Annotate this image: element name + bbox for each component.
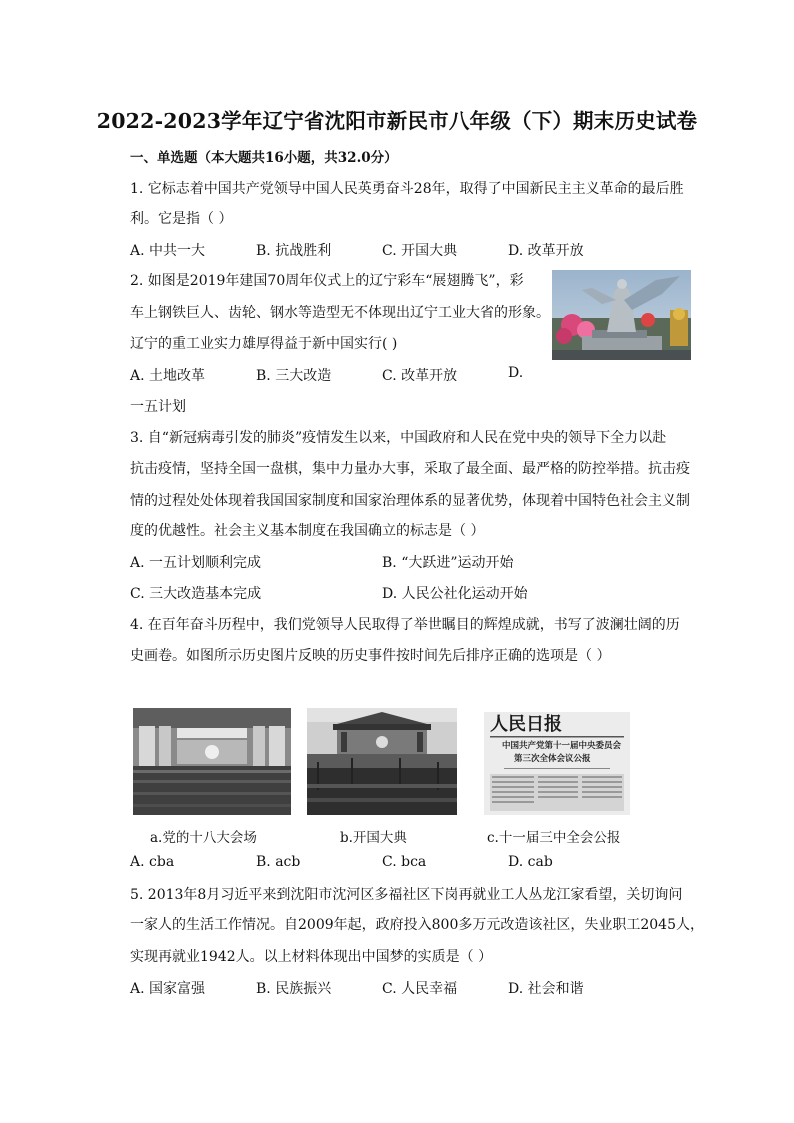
q1-line-1: 1. 它标志着中国共产党领导中国人民英勇奋斗28年，取得了中国新民主主义革命的最后胜 (130, 181, 684, 197)
newspaper-headline-1: 中国共产党第十一届中央委员会 (502, 741, 622, 751)
q4-option-d[interactable]: D. cab (508, 854, 553, 870)
q5-line-1: 5. 2013年8月习近平来到沈阳市沈河区多福社区下岗再就业工人丛龙江家看望，关切询问 (130, 887, 683, 903)
photo-caption-b: b.开国大典 (340, 830, 407, 846)
q3-option-d[interactable]: D. 人民公社化运动开始 (382, 586, 528, 602)
q4-option-c[interactable]: C. bca (382, 854, 427, 870)
q5-line-2: 一家人的生活工作情况。自2009年起，政府投入800多万元改造该社区，失业职工2045人， (130, 917, 704, 933)
q3-line-3: 情的过程处处体现着我国国家制度和国家治理体系的显著优势，体现着中国特色社会主义制 (130, 493, 690, 509)
q3-line-2: 抗击疫情，坚持全国一盘棋，集中力量办大事，采取了最全面、最严格的防控举措。抗击疫 (130, 461, 690, 477)
newspaper-masthead: 人民日报 (490, 714, 562, 735)
newspaper-headline-2: 第三次全体会议公报 (514, 754, 591, 764)
q1-line-2: 利。它是指（ ） (130, 211, 233, 227)
photo-caption-a: a.党的十八大会场 (150, 830, 257, 846)
q2-option-a[interactable]: A. 土地改革 (130, 368, 206, 384)
q2-option-c[interactable]: C. 改革开放 (382, 368, 458, 384)
q3-line-1: 3. 自“新冠病毒引发的肺炎”疫情发生以来，中国政府和人民在党中央的领导下全力以赴 (130, 430, 667, 446)
q2-option-b[interactable]: B. 三大改造 (256, 368, 332, 384)
newspaper-photo (484, 712, 630, 815)
founding-ceremony-photo (307, 708, 457, 815)
q3-option-b[interactable]: B. “大跃进”运动开始 (382, 555, 514, 571)
q3-option-a[interactable]: A. 一五计划顺利完成 (130, 555, 262, 571)
q1-option-b[interactable]: B. 抗战胜利 (256, 243, 332, 259)
page-title: 2022-2023学年辽宁省沈阳市新民市八年级（下）期末历史试卷 (96, 109, 698, 133)
q1-option-d[interactable]: D. 改革开放 (508, 243, 584, 259)
q2-option-d-wrap: 一五计划 (130, 399, 186, 415)
q3-line-4: 度的优越性。社会主义基本制度在我国确立的标志是（ ） (130, 523, 485, 539)
q4-line-1: 4. 在百年奋斗历程中，我们党领导人民取得了举世瞩目的辉煌成就，书写了波澜壮阔的历 (130, 617, 680, 633)
q1-option-c[interactable]: C. 开国大典 (382, 243, 458, 259)
q1-option-a[interactable]: A. 中共一大 (130, 243, 206, 259)
q2-line-2: 车上钢铁巨人、齿轮、钢水等造型无不体现出辽宁工业大省的形象。 (130, 305, 550, 321)
q4-line-2: 史画卷。如图所示历史图片反映的历史事件按时间先后排序正确的选项是（ ） (130, 648, 611, 664)
parade-float-photo (552, 270, 691, 360)
photo-caption-c: c.十一届三中全会公报 (487, 830, 621, 846)
q5-option-c[interactable]: C. 人民幸福 (382, 981, 458, 997)
q5-option-b[interactable]: B. 民族振兴 (256, 981, 332, 997)
q3-option-c[interactable]: C. 三大改造基本完成 (130, 586, 262, 602)
q5-option-a[interactable]: A. 国家富强 (130, 981, 206, 997)
q2-line-3: 辽宁的重工业实力雄厚得益于新中国实行( ) (130, 336, 398, 352)
q5-option-d[interactable]: D. 社会和谐 (508, 981, 584, 997)
q4-option-a[interactable]: A. cba (130, 854, 175, 870)
q4-option-b[interactable]: B. acb (256, 854, 301, 870)
section-heading: 一、单选题（本大题共16小题，共32.0分） (130, 150, 398, 166)
q2-option-d[interactable]: D. (508, 365, 524, 381)
congress-hall-photo (133, 708, 291, 815)
q5-line-3: 实现再就业1942人。以上材料体现出中国梦的实质是（ ） (130, 949, 493, 965)
q2-line-1: 2. 如图是2019年建国70周年仪式上的辽宁彩车“展翅腾飞”，彩 (130, 273, 524, 289)
